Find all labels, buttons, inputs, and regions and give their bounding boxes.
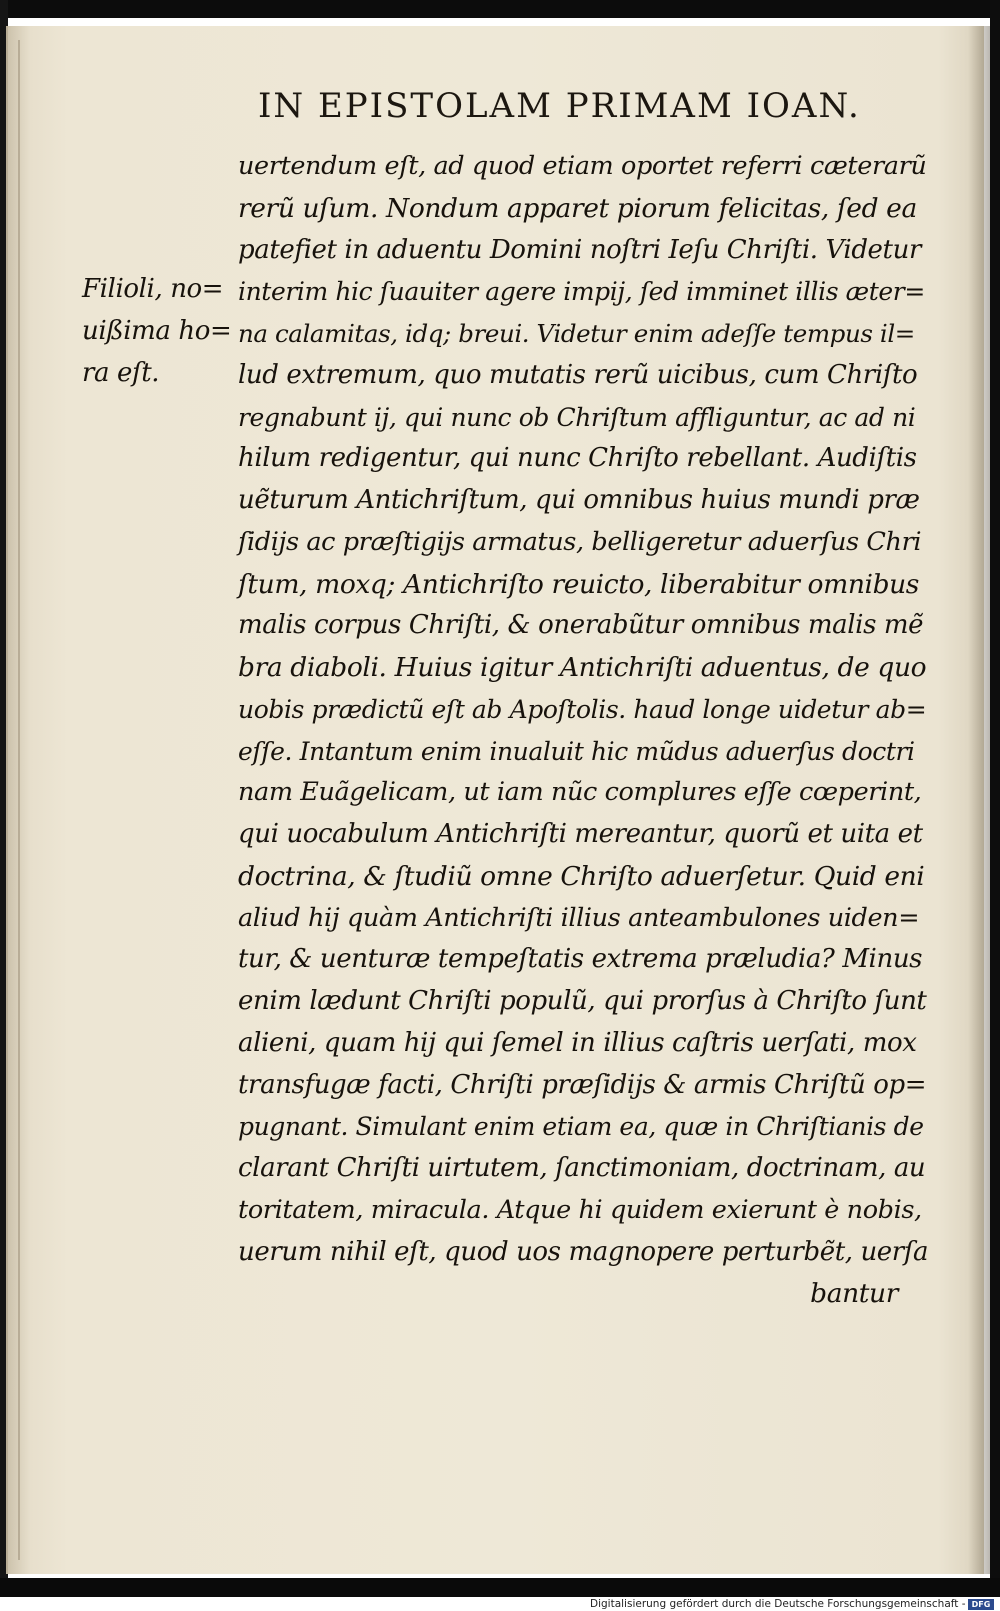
text-line: transfugæ facti, Chriſti præſidijs & armis Chriſtũ op= <box>238 1069 927 1100</box>
text-line: ſtum, moxq; Antichriſto reuicto, liberabitur omnibus <box>238 568 920 600</box>
text-line: toritatem, miracula. Atque hi quidem exierunt è nobis, <box>238 1194 922 1225</box>
text-line: lud extremum, quo mutatis rerũ uicibus, cum Chriſto <box>238 359 918 390</box>
text-line: aliud hij quàm Antichriſti illius anteambulones uiden= <box>238 902 920 933</box>
text-line: na calamitas, idq; breui. Videtur enim adeſſe tempus il= <box>238 319 915 348</box>
text-line: doctrina, & ſtudiũ omne Chriſto aduerſetur. Quid eni <box>238 860 925 892</box>
text-line: regnabunt ij, qui nunc ob Chriſtum affliguntur, ac ad ni <box>238 402 916 432</box>
text-line: enim lædunt Chriſti populũ, qui prorſus à Chriſto ſunt <box>238 986 927 1016</box>
digitization-credit: Digitalisierung gefördert durch die Deutsche Forschungsgemeinschaft - <box>590 1598 966 1610</box>
running-title: IN EPISTOLAM PRIMAM IOAN. <box>258 86 861 126</box>
text-line: qui uocabulum Antichriſti mereantur, quorũ et uita et <box>238 819 923 849</box>
text-line: eſſe. Intantum enim inualuit hic mũdus aduerſus doctri <box>238 736 915 766</box>
text-line: interim hic ſuauiter agere impij, ſed imminet illis æter= <box>238 277 925 307</box>
body-text <box>238 146 928 1315</box>
dfg-logo: DFG <box>968 1599 994 1610</box>
text-line: nam Euãgelicam, ut iam nũc complures eſſe cœperint, <box>238 777 922 808</box>
scanner-frame-right <box>990 0 1000 1597</box>
text-line: clarant Chriſti uirtutem, ſanctimoniam, doctrinam, au <box>238 1153 926 1183</box>
text-line: pugnant. Simulant enim etiam ea, quæ in Chriſtianis de <box>238 1112 924 1142</box>
catchword: bantur <box>810 1278 898 1310</box>
text-line: bra diaboli. Huius igitur Antichriſti aduentus, de quo <box>238 652 927 683</box>
scanner-frame-top <box>0 0 1000 18</box>
margin-note-line: uißima ho= <box>82 315 232 346</box>
margin-note-line: ra eſt. <box>82 357 160 388</box>
page-edge-shadow <box>968 26 990 1574</box>
text-line: rerũ uſum. Nondum apparet piorum felicitas, ſed ea <box>238 192 917 224</box>
text-line: malis corpus Chriſti, & onerabũtur omnibus malis mẽ <box>238 610 924 641</box>
page-gutter-line <box>18 40 20 1560</box>
text-line: uerum nihil eſt, quod uos magnopere perturbẽt, uerſa <box>238 1236 929 1267</box>
scanner-frame-bottom <box>0 1578 1000 1597</box>
text-line: tur, & uenturæ tempeſtatis extrema præludia? Minus <box>238 944 923 975</box>
text-line: alieni, quam hij qui ſemel in illius caſtris uerſati, mox <box>238 1027 917 1058</box>
margin-note <box>82 269 232 394</box>
text-line: patefiet in aduentu Domini noſtri Ieſu Chriſti. Videtur <box>238 234 921 265</box>
margin-note-line: Filioli, no= <box>82 274 224 304</box>
text-line: uertendum eſt, ad quod etiam oportet referri cæterarũ <box>238 151 927 181</box>
text-line: uẽturum Antichriſtum, qui omnibus huius mundi præ <box>238 485 920 515</box>
text-line: hilum redigentur, qui nunc Chriſto rebellant. Audiſtis <box>238 443 917 474</box>
text-line: ſidijs ac præſtigijs armatus, belligeretur aduerſus Chri <box>238 526 922 557</box>
text-line: uobis prædictũ eſt ab Apoſtolis. haud longe uidetur ab= <box>238 694 927 724</box>
